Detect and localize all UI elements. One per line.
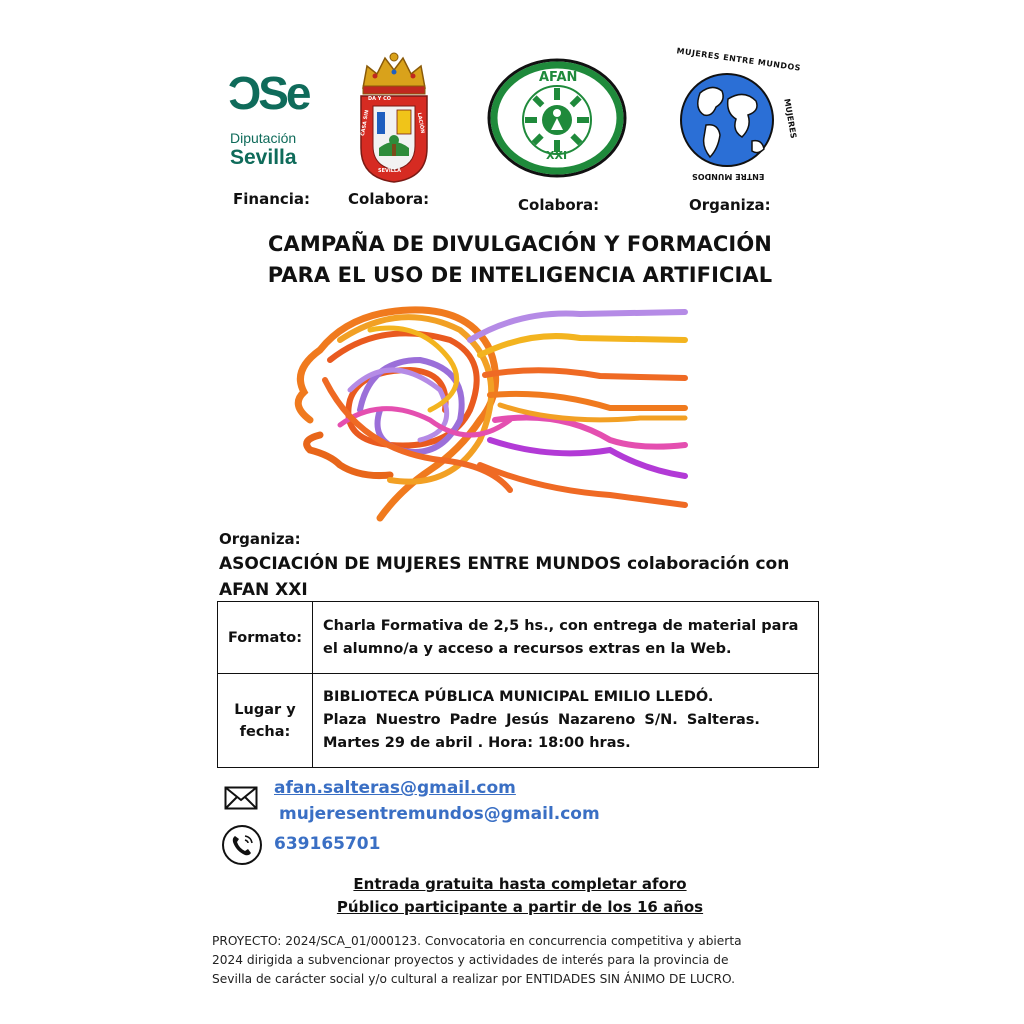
mundos-ring-bottom: ENTRE MUNDOS bbox=[692, 172, 765, 181]
coat-band-right: LACIÓN bbox=[415, 112, 426, 134]
lugar-value bbox=[313, 674, 819, 768]
formato-line2: el alumno/a y acceso a recursos extras en la Web. bbox=[323, 640, 732, 657]
project-line2: 2024 dirigida a subvencionar proyectos y actividades de interés para la provincia de bbox=[212, 953, 729, 967]
lugar-line3: Martes 29 de abril . Hora: 18:00 hras. bbox=[323, 735, 631, 751]
diputacion-line2: Sevilla bbox=[230, 146, 297, 169]
diputacion-line1: Diputación bbox=[230, 130, 297, 146]
campaign-title-line1: CAMPAÑA DE DIVULGACIÓN Y FORMACIÓN bbox=[268, 232, 772, 256]
diputacion-logo bbox=[228, 68, 328, 178]
lugar-label-line1: Lugar y bbox=[234, 701, 296, 718]
entry-age-text: Público participante a partir de los 16 años bbox=[336, 898, 704, 916]
formato-label: Formato: bbox=[218, 602, 313, 674]
email-mundos-link[interactable]: mujeresentremundos@gmail.com bbox=[279, 804, 600, 824]
formato-line1: Charla Formativa de 2,5 hs., con entrega de material para bbox=[323, 617, 799, 634]
lugar-line2: Plaza Nuestro Padre Jesús Nazareno S/N. Salteras. bbox=[323, 712, 760, 728]
email-afan-link[interactable]: afan.salteras@gmail.com bbox=[274, 778, 516, 798]
mundos-ring-right: MUJERES bbox=[782, 97, 799, 140]
diputacion-mark: ƆSe bbox=[228, 67, 309, 119]
organizer-name-line2: AFAN XXI bbox=[219, 580, 308, 600]
lugar-line1: BIBLIOTECA PÚBLICA MUNICIPAL EMILIO LLEDÓ. bbox=[323, 689, 714, 705]
lugar-label bbox=[218, 674, 313, 768]
coat-band-bottom: SEVILLA bbox=[378, 168, 401, 174]
project-line1: PROYECTO: 2024/SCA_01/000123. Convocatoria en concurrencia competitiva y abierta bbox=[212, 934, 742, 948]
organiza-label-top: Organiza: bbox=[689, 196, 771, 214]
campaign-title-line2: PARA EL USO DE INTELIGENCIA ARTIFICIAL bbox=[267, 263, 773, 287]
formato-value bbox=[313, 602, 819, 674]
afan-bottom-text: XXI bbox=[546, 149, 568, 162]
mundos-ring-top: MUJERES ENTRE MUNDOS bbox=[675, 46, 802, 73]
project-line3: Sevilla de carácter social y/o cultural a realizar por ENTIDADES SIN ÁNIMO DE LUCRO. bbox=[212, 972, 735, 986]
event-info-table bbox=[217, 601, 819, 768]
phone-icon bbox=[221, 824, 263, 870]
ai-head-illustration bbox=[280, 300, 690, 525]
entry-free-text: Entrada gratuita hasta completar aforo bbox=[353, 875, 687, 893]
financia-label: Financia: bbox=[233, 190, 311, 208]
colabora-label-2: Colabora: bbox=[518, 196, 600, 214]
table-row bbox=[218, 674, 819, 768]
organizer-name-line1: ASOCIACIÓN DE MUJERES ENTRE MUNDOS colaboración con bbox=[219, 554, 790, 574]
colabora-label-1: Colabora: bbox=[348, 190, 430, 208]
envelope-icon bbox=[224, 786, 258, 814]
coat-band-top: DA Y CO bbox=[368, 96, 392, 102]
table-row bbox=[218, 602, 819, 674]
afan-top-text: AFAN bbox=[539, 70, 578, 85]
coat-band-left: CASA SIN bbox=[359, 109, 371, 137]
mundos-globe-icon bbox=[660, 53, 794, 187]
phone-number[interactable]: 639165701 bbox=[274, 834, 381, 854]
organiza-label: Organiza: bbox=[219, 530, 301, 548]
lugar-label-line2: fecha: bbox=[239, 723, 291, 740]
